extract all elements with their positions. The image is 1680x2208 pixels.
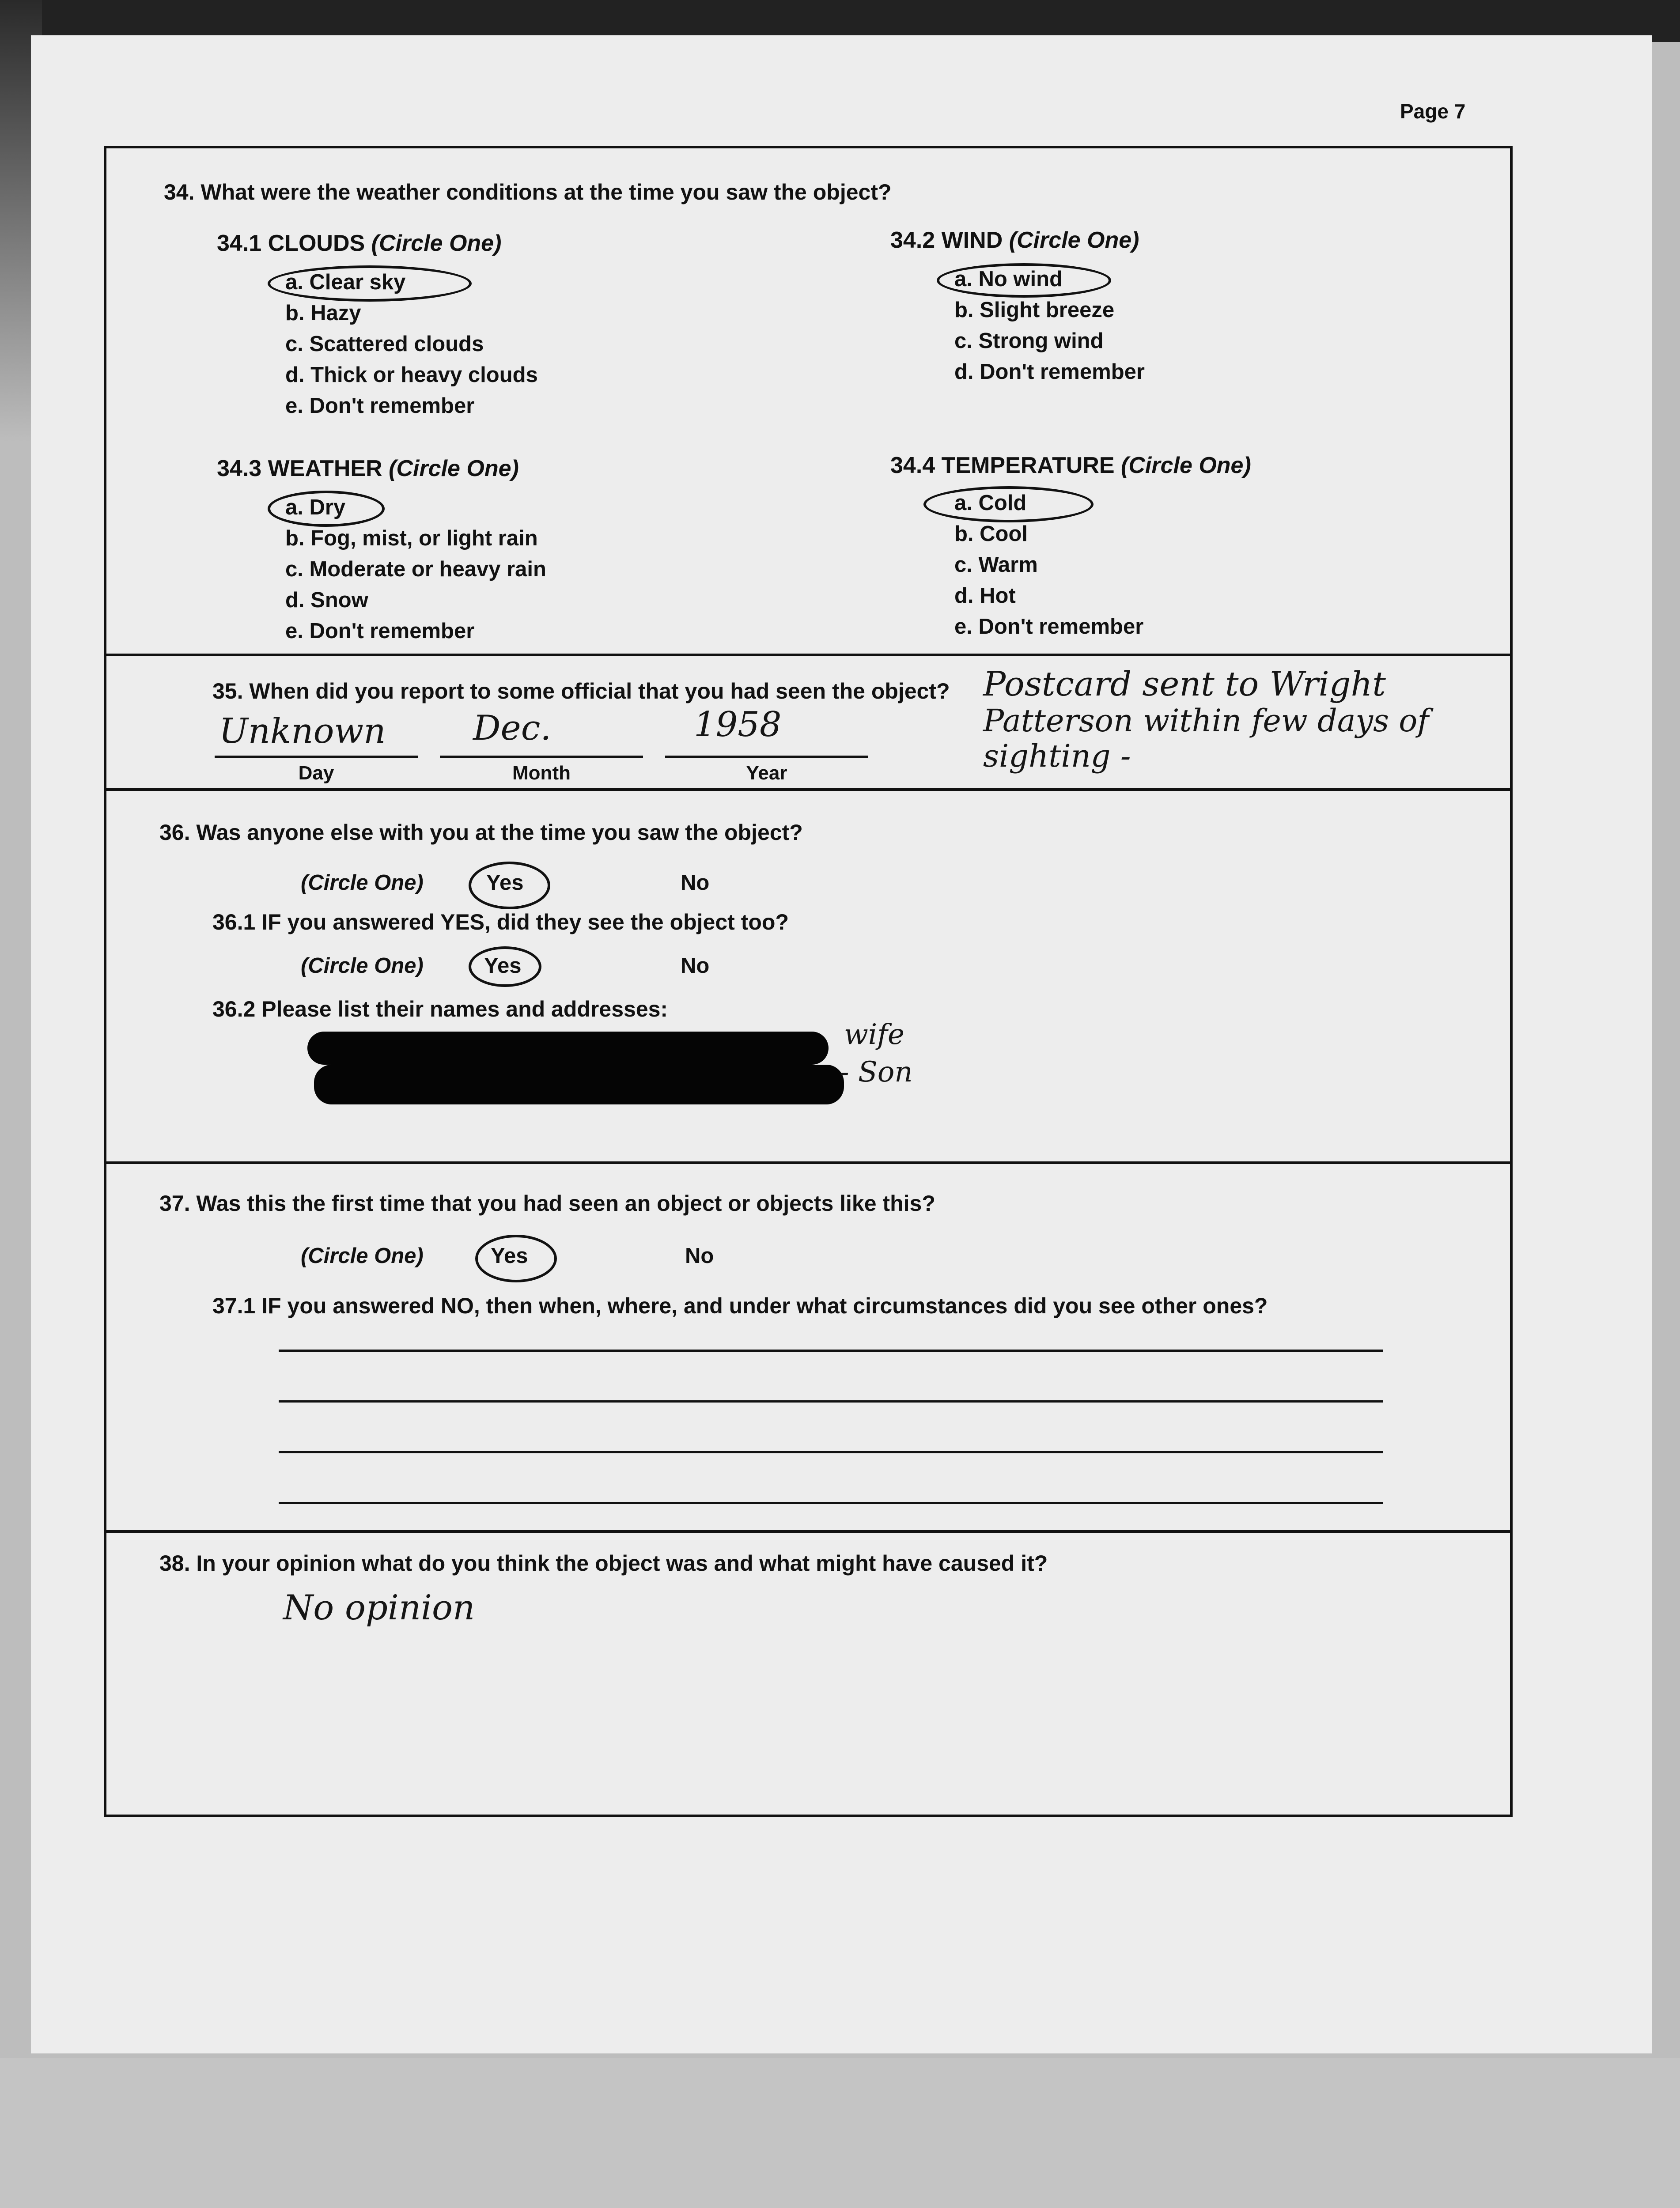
section-37 (106, 1164, 1510, 1533)
wind-option-a[interactable]: a. No wind (954, 267, 1063, 291)
clouds-option-e[interactable]: e. Don't remember (285, 394, 475, 418)
section-34 (106, 148, 1510, 656)
day-label: Day (298, 762, 334, 784)
temperature-option-d[interactable]: d. Hot (954, 584, 1016, 608)
wind-option-b[interactable]: b. Slight breeze (954, 298, 1115, 322)
q36-yes[interactable]: Yes (486, 871, 524, 895)
temperature-option-e[interactable]: e. Don't remember (954, 615, 1144, 639)
q35-question: 35. When did you report to some official that you had seen the object? (212, 679, 950, 703)
year-label: Year (746, 762, 787, 784)
section-35 (106, 656, 1510, 791)
wind-title: 34.2 WIND (Circle One) (890, 227, 1139, 253)
temperature-option-a[interactable]: a. Cold (954, 491, 1027, 515)
wind-option-c[interactable]: c. Strong wind (954, 329, 1104, 353)
wind-option-d[interactable]: d. Don't remember (954, 360, 1145, 384)
redaction-bar-1 (307, 1032, 829, 1065)
day-line (215, 756, 418, 758)
answer-line-4[interactable] (279, 1502, 1383, 1504)
questionnaire-form (104, 146, 1513, 1817)
report-day-value[interactable]: Unknown (219, 711, 386, 751)
q38-question: 38. In your opinion what do you think the object was and what might have caused it? (159, 1551, 1048, 1576)
temperature-title: 34.4 TEMPERATURE (Circle One) (890, 453, 1251, 478)
redaction-bar-2 (314, 1065, 844, 1104)
q37-yes[interactable]: Yes (491, 1244, 528, 1268)
answer-line-3[interactable] (279, 1451, 1383, 1453)
companion-name-2: - Son (840, 1056, 913, 1089)
clouds-option-c[interactable]: c. Scattered clouds (285, 332, 484, 356)
clouds-option-d[interactable]: d. Thick or heavy clouds (285, 363, 538, 387)
report-year-value[interactable]: 1958 (694, 705, 782, 745)
section-36 (106, 791, 1510, 1164)
month-label: Month (512, 762, 571, 784)
q37-no[interactable]: No (685, 1244, 714, 1268)
answer-line-2[interactable] (279, 1400, 1383, 1403)
report-note-line-3: sighting - (983, 738, 1131, 774)
weather-option-e[interactable]: e. Don't remember (285, 619, 475, 643)
q37-circle-one: (Circle One) (301, 1244, 424, 1268)
temperature-option-c[interactable]: c. Warm (954, 553, 1038, 577)
report-month-value[interactable]: Dec. (473, 708, 552, 748)
q36-1-yes[interactable]: Yes (484, 954, 522, 978)
section-38 (106, 1533, 1510, 1815)
clouds-option-b[interactable]: b. Hazy (285, 301, 361, 325)
clouds-title: 34.1 CLOUDS (Circle One) (217, 231, 502, 256)
q36-1-no[interactable]: No (681, 954, 710, 978)
answer-line-1[interactable] (279, 1350, 1383, 1352)
q36-1-circle-one: (Circle One) (301, 954, 424, 978)
weather-title: 34.3 WEATHER (Circle One) (217, 456, 519, 481)
companion-name-1: wife (844, 1018, 904, 1051)
clouds-option-a[interactable]: a. Clear sky (285, 270, 406, 294)
year-line (665, 756, 868, 758)
month-line (440, 756, 643, 758)
q37-question: 37. Was this the first time that you had seen an object or objects like this? (159, 1191, 935, 1216)
weather-option-a[interactable]: a. Dry (285, 495, 346, 519)
q36-1-question: 36.1 IF you answered YES, did they see the object too? (212, 910, 789, 934)
report-note-line-2: Patterson within few days of (983, 703, 1429, 739)
q37-1-question: 37.1 IF you answered NO, then when, where, and under what circumstances did you see other ones? (212, 1293, 1268, 1318)
weather-option-d[interactable]: d. Snow (285, 588, 368, 612)
q34-question: 34. What were the weather conditions at the time you saw the object? (164, 180, 892, 204)
q38-answer[interactable]: No opinion (283, 1588, 475, 1628)
q36-circle-one: (Circle One) (301, 871, 424, 895)
weather-option-c[interactable]: c. Moderate or heavy rain (285, 557, 546, 581)
scan-background (0, 2058, 1680, 2208)
q36-2-question: 36.2 Please list their names and addresses: (212, 997, 668, 1021)
q36-question: 36. Was anyone else with you at the time you saw the object? (159, 820, 803, 845)
page-number: Page 7 (1400, 100, 1466, 123)
report-note-line-1: Postcard sent to Wright (983, 664, 1386, 703)
q36-no[interactable]: No (681, 871, 710, 895)
weather-option-b[interactable]: b. Fog, mist, or light rain (285, 526, 538, 550)
temperature-option-b[interactable]: b. Cool (954, 522, 1028, 546)
